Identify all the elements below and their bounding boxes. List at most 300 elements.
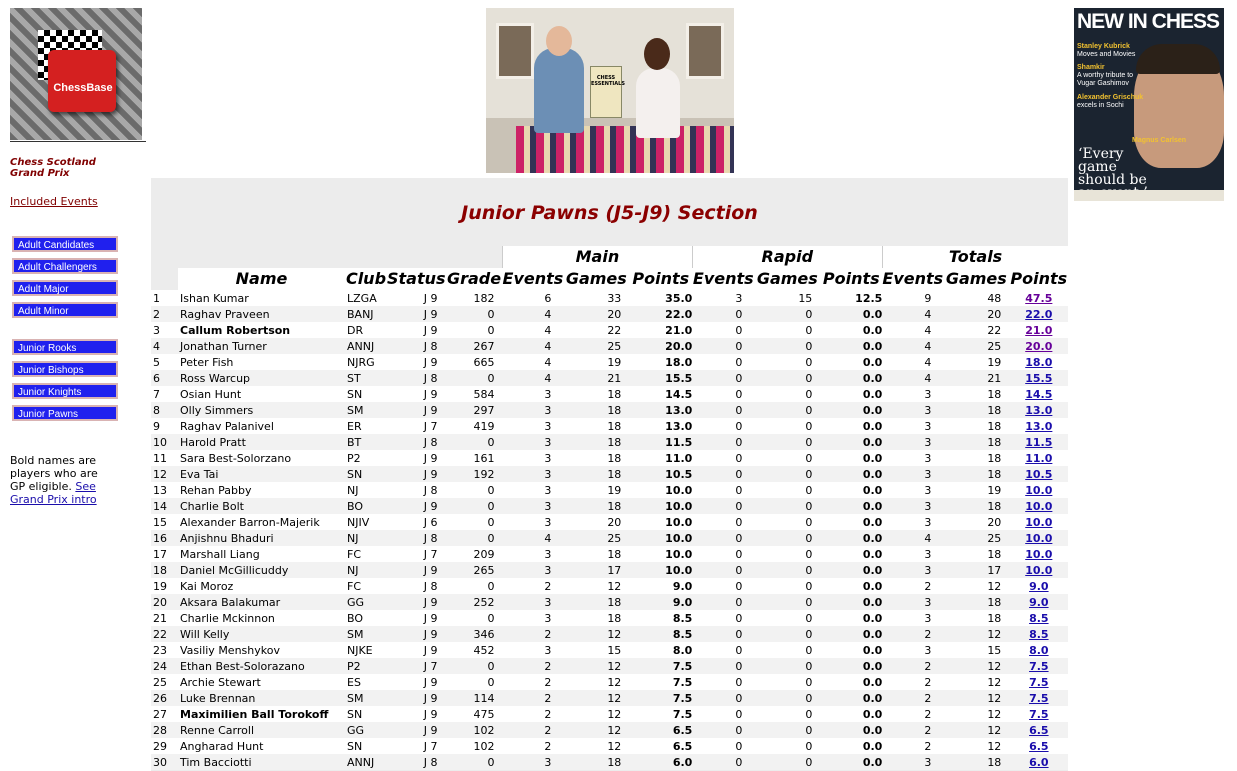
grade-cell: 0	[446, 306, 503, 322]
club-cell: FC	[345, 578, 387, 594]
rapid-games: 0	[754, 530, 820, 546]
total-points-link[interactable]: 8.5	[1029, 611, 1049, 625]
nav-adult-minor[interactable]: Adult Minor	[12, 302, 118, 318]
club-cell: BANJ	[345, 306, 387, 322]
rank-cell: 19	[151, 578, 178, 594]
total-events: 2	[882, 690, 943, 706]
grand-prix-title	[10, 157, 96, 179]
club-cell: SM	[345, 626, 387, 642]
main-points: 8.0	[629, 642, 692, 658]
photo-wall-board	[496, 23, 534, 79]
rapid-games: 0	[754, 498, 820, 514]
total-points-cell	[1009, 322, 1068, 338]
total-points-link[interactable]: 20.0	[1025, 339, 1053, 353]
rapid-points: 0.0	[820, 530, 882, 546]
status-cell: J 9	[387, 354, 446, 370]
grade-cell: 0	[446, 578, 503, 594]
cover-name: Magnus Carlsen	[1132, 137, 1187, 144]
total-games: 25	[943, 338, 1009, 354]
grade-cell: 0	[446, 434, 503, 450]
status-cell: J 9	[387, 642, 446, 658]
grade-cell: 192	[446, 466, 503, 482]
main-points: 7.5	[629, 658, 692, 674]
total-points-link[interactable]: 10.0	[1025, 531, 1053, 545]
total-points-link[interactable]: 13.0	[1025, 419, 1053, 433]
grade-cell: 252	[446, 594, 503, 610]
total-games: 22	[943, 322, 1009, 338]
cover-headline-2: Shamkir	[1077, 64, 1105, 71]
rapid-games: 0	[754, 402, 820, 418]
rapid-events: 0	[692, 706, 754, 722]
main-games: 18	[563, 450, 629, 466]
nav-adult-candidates[interactable]: Adult Candidates	[12, 236, 118, 252]
total-points-cell	[1009, 514, 1068, 530]
photo-man-head	[546, 26, 572, 56]
total-points-link[interactable]: 13.0	[1025, 403, 1053, 417]
grade-cell: 114	[446, 690, 503, 706]
main-games: 33	[563, 290, 629, 306]
player-name: Raghav Praveen	[178, 306, 345, 322]
main-points: 11.0	[629, 450, 692, 466]
total-points-link[interactable]: 10.0	[1025, 547, 1053, 561]
total-points-cell	[1009, 450, 1068, 466]
total-games: 18	[943, 594, 1009, 610]
rank-cell: 20	[151, 594, 178, 610]
total-points-link[interactable]: 10.5	[1025, 467, 1053, 481]
total-points-link[interactable]: 9.0	[1029, 595, 1049, 609]
status-cell: J 9	[387, 626, 446, 642]
rapid-events: 0	[692, 626, 754, 642]
total-games: 20	[943, 306, 1009, 322]
total-events: 3	[882, 466, 943, 482]
total-points-cell	[1009, 354, 1068, 370]
total-points-link[interactable]: 15.5	[1025, 371, 1053, 385]
player-name: Maximilien Ball Torokoff	[178, 706, 345, 722]
total-points-link[interactable]: 7.5	[1029, 659, 1049, 673]
col-total-points: Points	[1010, 269, 1068, 288]
grade-cell: 182	[446, 290, 503, 306]
main-games: 12	[563, 706, 629, 722]
total-points-link[interactable]: 47.5	[1025, 291, 1053, 305]
status-cell: J 8	[387, 370, 446, 386]
total-points-link[interactable]: 8.5	[1029, 627, 1049, 641]
new-in-chess-cover[interactable]	[1074, 8, 1224, 201]
rapid-events: 0	[692, 530, 754, 546]
status-cell: J 8	[387, 434, 446, 450]
status-cell: J 9	[387, 402, 446, 418]
main-events: 4	[503, 322, 564, 338]
total-events: 3	[882, 642, 943, 658]
rank-cell: 5	[151, 354, 178, 370]
total-points-cell	[1009, 706, 1068, 722]
table-row	[151, 370, 1068, 386]
rapid-points: 0.0	[820, 674, 882, 690]
main-events: 3	[503, 562, 564, 578]
total-games: 20	[943, 514, 1009, 530]
rapid-games: 0	[754, 610, 820, 626]
player-name: Callum Robertson	[178, 322, 345, 338]
player-name: Anjishnu Bhaduri	[178, 530, 345, 546]
main-points: 35.0	[629, 290, 692, 306]
rapid-games: 0	[754, 706, 820, 722]
total-points-cell	[1009, 562, 1068, 578]
rank-cell: 14	[151, 498, 178, 514]
main-events: 3	[503, 754, 564, 770]
status-cell: J 8	[387, 530, 446, 546]
nav-adult-challengers[interactable]: Adult Challengers	[12, 258, 118, 274]
total-events: 9	[882, 290, 943, 306]
main-events: 4	[503, 306, 564, 322]
rank-cell: 24	[151, 658, 178, 674]
col-rank	[151, 268, 178, 290]
total-events: 4	[882, 338, 943, 354]
total-events: 2	[882, 674, 943, 690]
photo-woman-head	[644, 38, 670, 70]
grand-prix-title-line2: Grand Prix	[10, 168, 70, 179]
photo-wall-board	[686, 23, 724, 79]
club-cell: LZGA	[345, 290, 387, 306]
total-points-cell	[1009, 722, 1068, 738]
total-points-cell	[1009, 674, 1068, 690]
rank-cell: 16	[151, 530, 178, 546]
rank-cell: 11	[151, 450, 178, 466]
chessbase-logo[interactable]	[10, 8, 142, 140]
nav-junior-bishops[interactable]: Junior Bishops	[12, 361, 118, 377]
status-cell: J 8	[387, 754, 446, 770]
grade-cell: 209	[446, 546, 503, 562]
club-cell: GG	[345, 594, 387, 610]
grade-cell: 0	[446, 674, 503, 690]
rapid-events: 0	[692, 642, 754, 658]
rapid-games: 0	[754, 674, 820, 690]
total-events: 2	[882, 626, 943, 642]
total-points-link[interactable]: 7.5	[1029, 691, 1049, 705]
cover-quote: ‘Every game should be	[1078, 146, 1147, 188]
status-cell: J 7	[387, 546, 446, 562]
total-points-link[interactable]: 9.0	[1029, 579, 1049, 593]
rapid-events: 0	[692, 386, 754, 402]
rapid-points: 0.0	[820, 434, 882, 450]
grade-cell: 475	[446, 706, 503, 722]
main-games: 18	[563, 594, 629, 610]
status-cell: J 9	[387, 722, 446, 738]
table-row	[151, 626, 1068, 642]
total-points-link[interactable]: 14.5	[1025, 387, 1053, 401]
player-name: Ross Warcup	[178, 370, 345, 386]
total-events: 3	[882, 514, 943, 530]
player-name: Peter Fish	[178, 354, 345, 370]
rank-cell: 12	[151, 466, 178, 482]
total-points-link[interactable]: 11.5	[1025, 435, 1053, 449]
total-games: 18	[943, 754, 1009, 770]
photo-book	[590, 66, 625, 118]
club-cell: ER	[345, 418, 387, 434]
rapid-points: 0.0	[820, 738, 882, 754]
total-points-cell	[1009, 338, 1068, 354]
main-points: 15.5	[629, 370, 692, 386]
main-events: 3	[503, 642, 564, 658]
nav-junior-pawns[interactable]: Junior Pawns	[12, 405, 118, 421]
main-events: 3	[503, 482, 564, 498]
main-events: 3	[503, 450, 564, 466]
rapid-points: 0.0	[820, 546, 882, 562]
total-points-cell	[1009, 610, 1068, 626]
total-points-link[interactable]: 8.0	[1029, 643, 1049, 657]
rapid-games: 0	[754, 562, 820, 578]
total-events: 2	[882, 578, 943, 594]
cover-portrait-hair	[1136, 44, 1220, 74]
club-cell: SM	[345, 690, 387, 706]
note-text: Bold names are players who are GP eligible.	[10, 454, 98, 493]
table-row	[151, 434, 1068, 450]
photo-book-text: CHESS ESSENTIALS	[591, 75, 625, 87]
cover-subline-2: A worthy tribute to Vugar Gashimov	[1077, 72, 1134, 87]
grade-cell: 265	[446, 562, 503, 578]
total-points-link[interactable]: 18.0	[1025, 355, 1053, 369]
grade-cell: 419	[446, 418, 503, 434]
player-name: Raghav Palanivel	[178, 418, 345, 434]
total-points-link[interactable]: 10.0	[1025, 483, 1053, 497]
rapid-events: 0	[692, 370, 754, 386]
player-name: Aksara Balakumar	[178, 594, 345, 610]
rank-cell: 2	[151, 306, 178, 322]
rank-cell: 18	[151, 562, 178, 578]
rank-cell: 10	[151, 434, 178, 450]
cover-subline-3: excels in Sochi	[1077, 102, 1124, 109]
rapid-games: 0	[754, 386, 820, 402]
main-events: 3	[503, 418, 564, 434]
grade-cell: 0	[446, 514, 503, 530]
rapid-events: 0	[692, 754, 754, 770]
main-games: 17	[563, 562, 629, 578]
club-cell: NJKE	[345, 642, 387, 658]
rank-cell: 3	[151, 322, 178, 338]
main-events: 3	[503, 594, 564, 610]
table-row	[151, 594, 1068, 610]
rank-cell: 29	[151, 738, 178, 754]
status-cell: J 9	[387, 290, 446, 306]
rapid-events: 3	[692, 290, 754, 306]
main-games: 12	[563, 626, 629, 642]
total-events: 3	[882, 386, 943, 402]
club-cell: DR	[345, 322, 387, 338]
total-points-link[interactable]: 10.0	[1025, 499, 1053, 513]
main-points: 6.0	[629, 754, 692, 770]
total-points-link[interactable]: 11.0	[1025, 451, 1053, 465]
total-points-link[interactable]: 7.5	[1029, 675, 1049, 689]
col-main-games: Games	[565, 269, 627, 288]
total-games: 18	[943, 434, 1009, 450]
main-points: 6.5	[629, 722, 692, 738]
main-games: 12	[563, 722, 629, 738]
main-games: 25	[563, 530, 629, 546]
table-row	[151, 514, 1068, 530]
status-cell: J 9	[387, 322, 446, 338]
rapid-games: 0	[754, 322, 820, 338]
rapid-points: 0.0	[820, 626, 882, 642]
rank-cell: 26	[151, 690, 178, 706]
photo-woman	[636, 68, 680, 138]
group-totals: Totals	[882, 246, 1068, 268]
nav-junior-knights[interactable]: Junior Knights	[12, 383, 118, 399]
main-points: 6.5	[629, 738, 692, 754]
rapid-points: 0.0	[820, 482, 882, 498]
table-row	[151, 610, 1068, 626]
club-cell: ANNJ	[345, 338, 387, 354]
total-points-cell	[1009, 434, 1068, 450]
main-games: 12	[563, 658, 629, 674]
main-points: 7.5	[629, 706, 692, 722]
total-games: 18	[943, 466, 1009, 482]
nav-junior-rooks[interactable]: Junior Rooks	[12, 339, 118, 355]
status-cell: J 8	[387, 578, 446, 594]
grade-cell: 0	[446, 530, 503, 546]
player-name: Marshall Liang	[178, 546, 345, 562]
main-events: 2	[503, 690, 564, 706]
rapid-games: 0	[754, 354, 820, 370]
total-events: 3	[882, 610, 943, 626]
main-games: 18	[563, 466, 629, 482]
rapid-events: 0	[692, 482, 754, 498]
main-events: 6	[503, 290, 564, 306]
total-points-cell	[1009, 418, 1068, 434]
total-events: 4	[882, 306, 943, 322]
grade-cell: 161	[446, 450, 503, 466]
total-points-cell	[1009, 482, 1068, 498]
col-total-games: Games	[945, 269, 1007, 288]
section-title: Junior Pawns (J5-J9) Section	[461, 202, 758, 224]
status-cell: J 9	[387, 562, 446, 578]
rapid-events: 0	[692, 466, 754, 482]
rapid-points: 0.0	[820, 658, 882, 674]
rapid-games: 0	[754, 722, 820, 738]
group-header-row	[151, 246, 1068, 268]
included-events-link[interactable]: Included Events	[10, 195, 98, 208]
main-events: 3	[503, 514, 564, 530]
rapid-points: 0.0	[820, 754, 882, 770]
club-cell: P2	[345, 450, 387, 466]
player-name: Renne Carroll	[178, 722, 345, 738]
main-points: 8.5	[629, 626, 692, 642]
rapid-events: 0	[692, 322, 754, 338]
main-games: 20	[563, 306, 629, 322]
rank-cell: 1	[151, 290, 178, 306]
group-header-blank	[151, 246, 503, 268]
main-games: 18	[563, 402, 629, 418]
total-points-link[interactable]: 21.0	[1025, 323, 1053, 337]
total-events: 4	[882, 370, 943, 386]
rapid-events: 0	[692, 354, 754, 370]
results-table	[151, 246, 1068, 770]
club-cell: SN	[345, 706, 387, 722]
table-row	[151, 354, 1068, 370]
main-events: 4	[503, 338, 564, 354]
club-cell: FC	[345, 546, 387, 562]
total-games: 12	[943, 738, 1009, 754]
rapid-points: 0.0	[820, 466, 882, 482]
club-cell: ST	[345, 370, 387, 386]
rapid-games: 0	[754, 754, 820, 770]
table-row	[151, 450, 1068, 466]
total-events: 2	[882, 706, 943, 722]
table-row	[151, 338, 1068, 354]
table-row	[151, 498, 1068, 514]
total-games: 19	[943, 482, 1009, 498]
total-points-link[interactable]: 6.5	[1029, 739, 1049, 753]
player-name: Osian Hunt	[178, 386, 345, 402]
table-row	[151, 482, 1068, 498]
logo-text: ChessBase	[53, 82, 113, 94]
main-points: 13.0	[629, 402, 692, 418]
grade-cell: 102	[446, 738, 503, 754]
rapid-games: 0	[754, 642, 820, 658]
col-rapid-points: Points	[822, 269, 880, 288]
rank-cell: 27	[151, 706, 178, 722]
total-games: 18	[943, 546, 1009, 562]
total-points-link[interactable]: 22.0	[1025, 307, 1053, 321]
total-games: 12	[943, 578, 1009, 594]
table-row	[151, 402, 1068, 418]
status-cell: J 7	[387, 738, 446, 754]
player-name: Alexander Barron-Majerik	[178, 514, 345, 530]
status-cell: J 8	[387, 338, 446, 354]
main-games: 18	[563, 498, 629, 514]
col-total-events: Events	[882, 269, 944, 288]
status-cell: J 7	[387, 418, 446, 434]
club-cell: NJ	[345, 530, 387, 546]
main-points: 22.0	[629, 306, 692, 322]
logo-link-underline	[10, 140, 146, 142]
table-row	[151, 706, 1068, 722]
total-games: 21	[943, 370, 1009, 386]
main-games: 12	[563, 738, 629, 754]
total-points-cell	[1009, 386, 1068, 402]
table-row	[151, 418, 1068, 434]
rank-cell: 28	[151, 722, 178, 738]
rapid-games: 0	[754, 626, 820, 642]
col-main-points: Points	[632, 269, 690, 288]
grade-cell: 584	[446, 386, 503, 402]
grade-cell: 0	[446, 482, 503, 498]
total-points-link[interactable]: 7.5	[1029, 707, 1049, 721]
total-points-cell	[1009, 402, 1068, 418]
rapid-points: 0.0	[820, 370, 882, 386]
cover-subline-1: Moves and Movies	[1077, 51, 1136, 58]
rapid-events: 0	[692, 562, 754, 578]
grand-prix-intro-link[interactable]: See Grand Prix intro	[10, 480, 97, 506]
total-games: 18	[943, 386, 1009, 402]
rapid-events: 0	[692, 594, 754, 610]
main-points: 14.5	[629, 386, 692, 402]
col-rapid-games: Games	[756, 269, 818, 288]
main-points: 10.0	[629, 562, 692, 578]
nav-adult-major[interactable]: Adult Major	[12, 280, 118, 296]
total-points-link[interactable]: 6.5	[1029, 723, 1049, 737]
total-points-link[interactable]: 6.0	[1029, 755, 1049, 769]
player-name: Jonathan Turner	[178, 338, 345, 354]
player-name: Eva Tai	[178, 466, 345, 482]
total-games: 15	[943, 642, 1009, 658]
total-games: 25	[943, 530, 1009, 546]
total-events: 3	[882, 402, 943, 418]
rapid-events: 0	[692, 418, 754, 434]
total-points-link[interactable]: 10.0	[1025, 563, 1053, 577]
status-cell: J 9	[387, 610, 446, 626]
club-cell: ES	[345, 674, 387, 690]
grade-cell: 0	[446, 610, 503, 626]
total-points-cell	[1009, 498, 1068, 514]
total-points-link[interactable]: 10.0	[1025, 515, 1053, 529]
